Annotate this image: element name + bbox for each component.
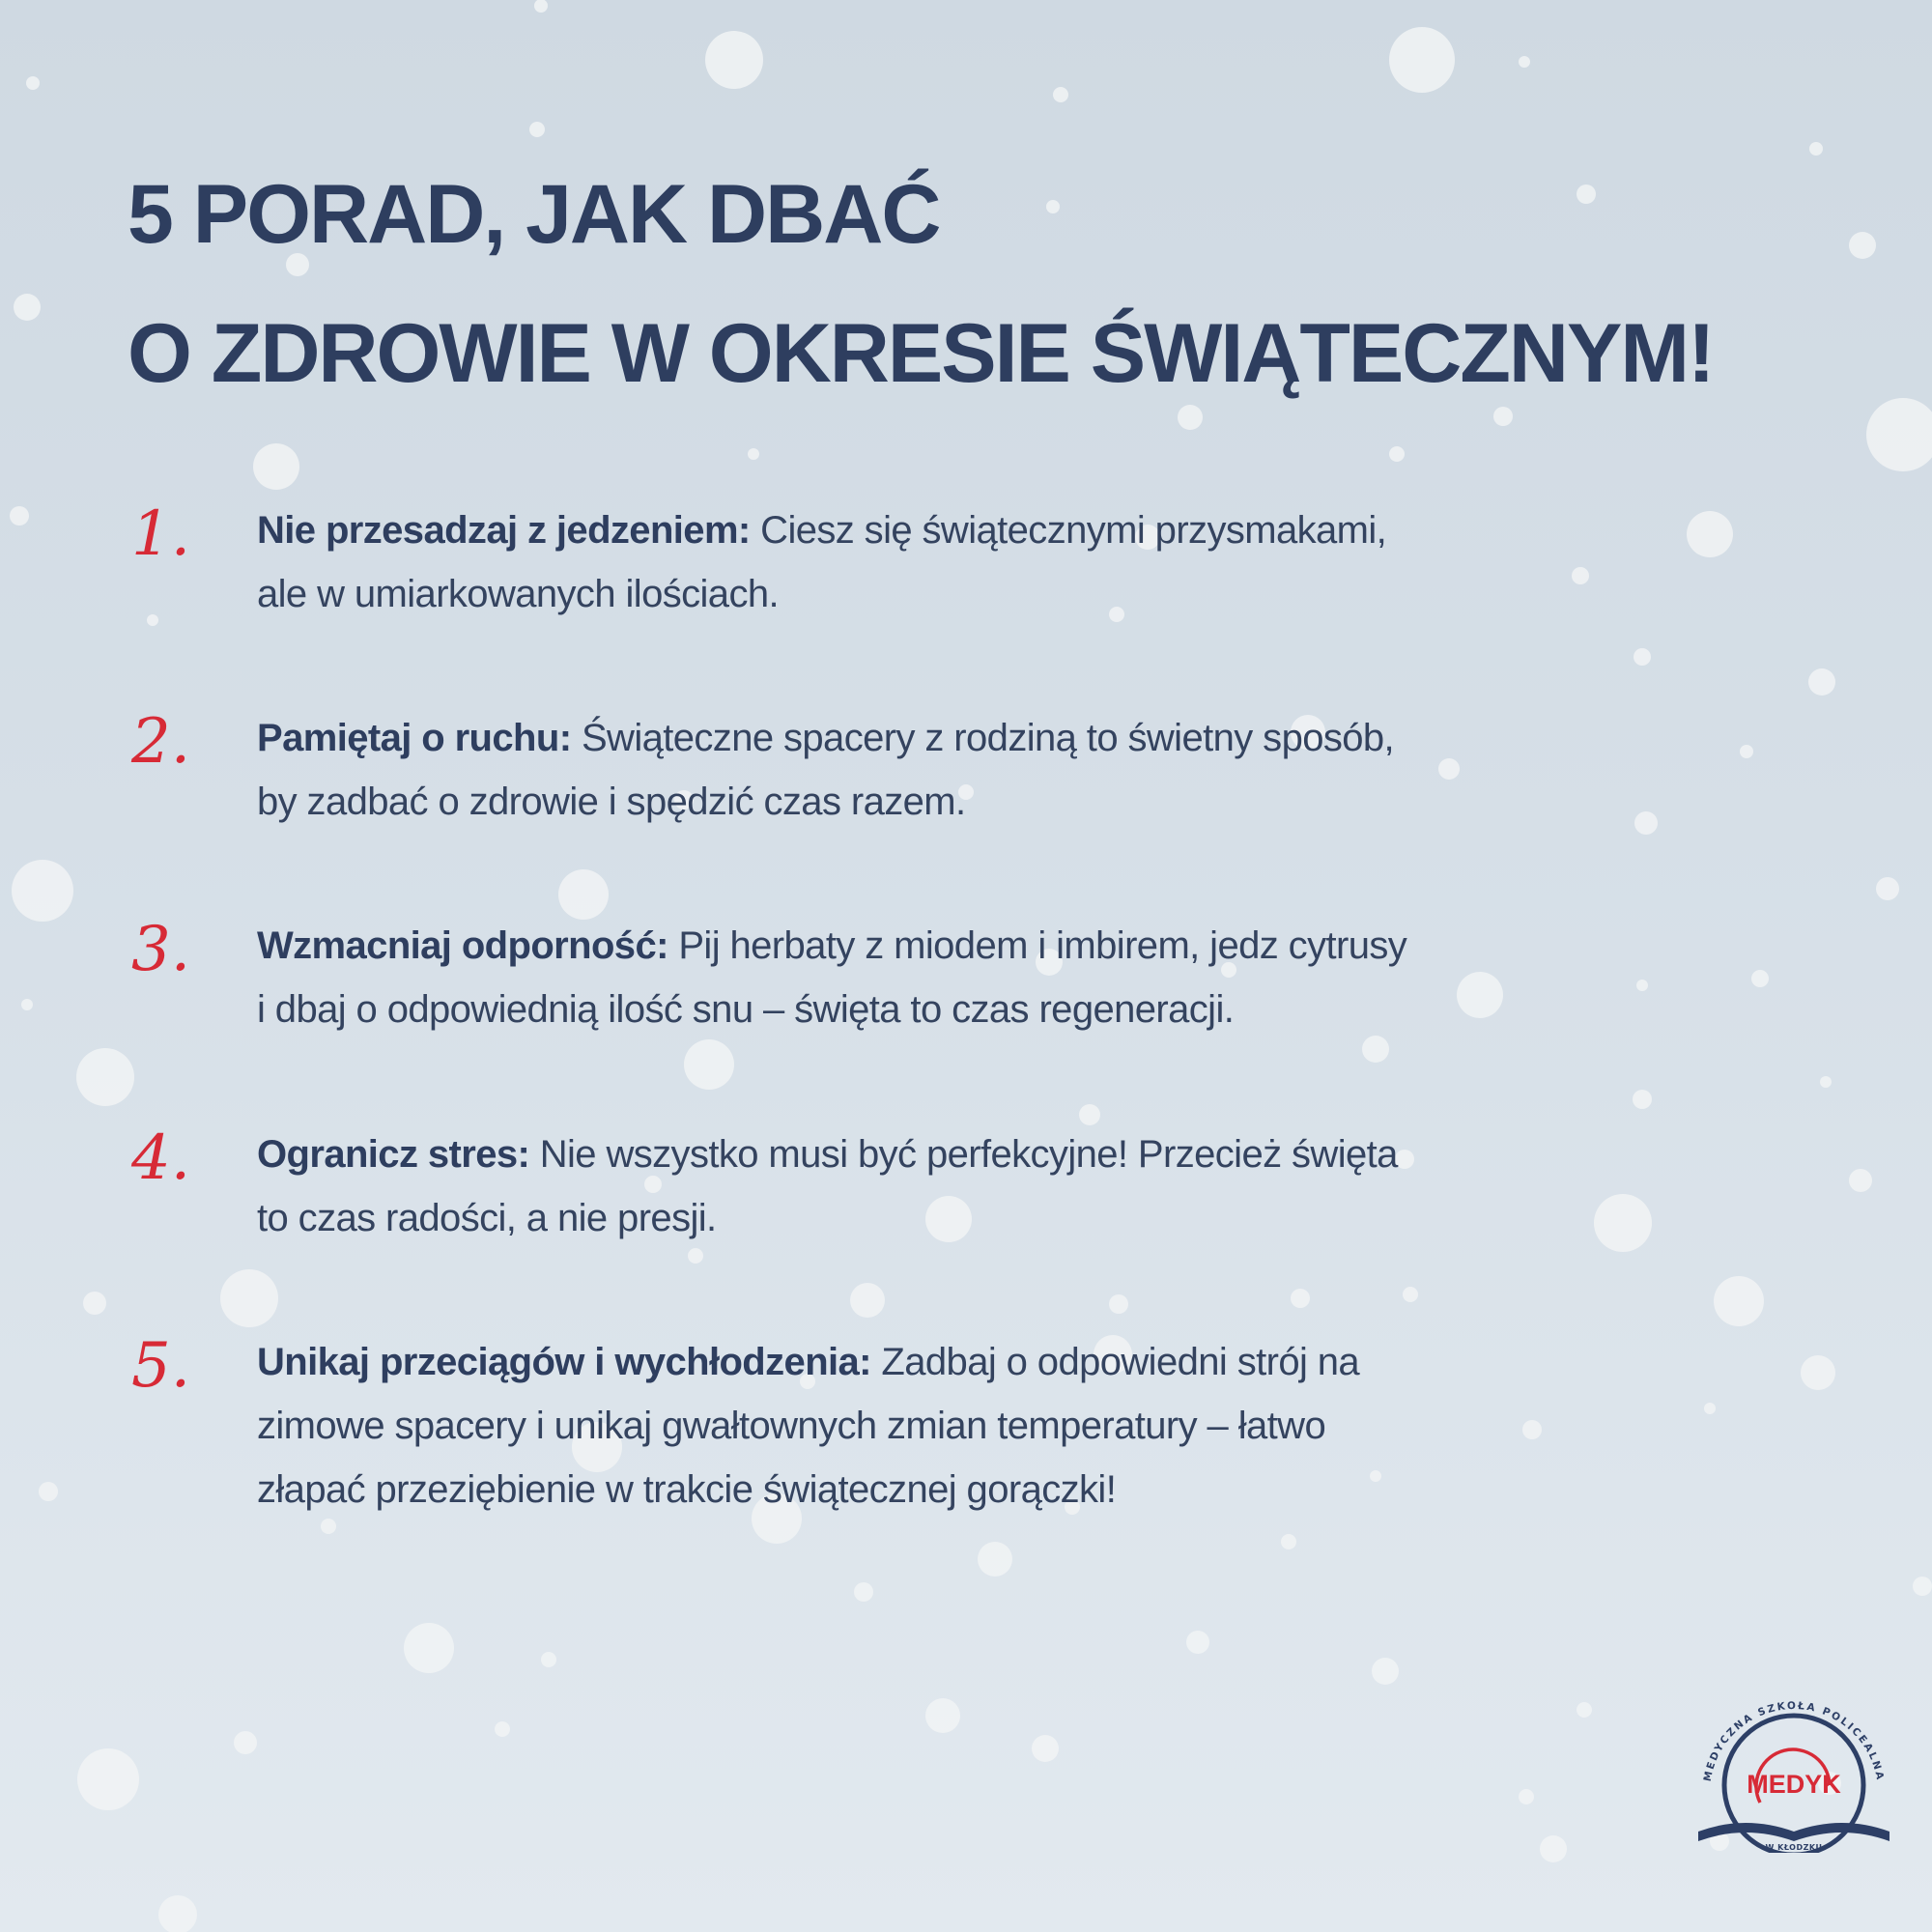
snowflake xyxy=(1403,1287,1418,1302)
tip-body-line-2: zimowe spacery i unikaj gwałtownych zmian temperatury – łatwo xyxy=(257,1405,1326,1447)
title-line-2: O ZDROWIE W OKRESIE ŚWIĄTECZNYM! xyxy=(128,307,1714,400)
logo-sub-text: W KŁODZKU xyxy=(1765,1843,1823,1852)
tip-body-line-2: i dbaj o odpowiednią ilość snu – święta to czas regeneracji. xyxy=(257,988,1235,1031)
snowflake xyxy=(1389,27,1455,93)
medyk-logo xyxy=(1692,1679,1895,1853)
snowflake xyxy=(26,76,40,90)
snowflake xyxy=(854,1582,873,1602)
snowflake xyxy=(688,1248,703,1264)
snowflake xyxy=(1704,1403,1716,1414)
snowflake xyxy=(684,1039,734,1090)
snowflake xyxy=(1109,1294,1128,1314)
snowflake xyxy=(1372,1658,1399,1685)
tip-heading: Unikaj przeciągów i wychłodzenia: xyxy=(257,1341,871,1383)
snowflake xyxy=(1281,1534,1296,1549)
snowflake xyxy=(541,1652,556,1667)
snowflake xyxy=(1866,398,1932,471)
snowflake xyxy=(21,999,33,1010)
snowflake xyxy=(1594,1194,1652,1252)
snowflake xyxy=(1808,668,1835,696)
tip-heading: Wzmacniaj odporność: xyxy=(257,924,668,967)
snowflake xyxy=(1849,232,1876,259)
tip-body-line-1: Zadbaj o odpowiedni strój na xyxy=(870,1341,1360,1383)
logo-arc-text: MEDYCZNA SZKOŁA POLICEALNA xyxy=(1701,1699,1887,1783)
snowflake xyxy=(1053,87,1068,102)
page-title xyxy=(128,145,1714,423)
snowflake xyxy=(1577,1702,1592,1718)
tip-body-line-1: Świąteczne spacery z rodziną to świetny sposób, xyxy=(571,717,1395,759)
snowflake xyxy=(1572,567,1589,584)
tip-body-line-2: to czas radości, a nie presji. xyxy=(257,1197,717,1239)
tip-number: 1. xyxy=(131,498,191,570)
tip-number: 3. xyxy=(131,914,191,985)
snowflake xyxy=(1849,1169,1872,1192)
snowflake xyxy=(1751,970,1769,987)
tip-number: 2. xyxy=(131,706,191,778)
snowflake xyxy=(850,1283,885,1318)
snowflake xyxy=(558,869,609,920)
snowflake xyxy=(1636,980,1648,991)
snowflake xyxy=(1714,1276,1764,1326)
tip-text xyxy=(257,1122,1571,1250)
tip-text xyxy=(257,498,1571,626)
tip-heading: Pamiętaj o ruchu: xyxy=(257,717,572,759)
snowflake xyxy=(705,31,763,89)
tip-body-line-1: Ciesz się świątecznymi przysmakami, xyxy=(750,509,1387,552)
snowflake xyxy=(220,1269,278,1327)
snowflake xyxy=(1519,56,1530,68)
snowflake xyxy=(12,860,73,922)
tip-text xyxy=(257,914,1571,1041)
snowflake xyxy=(1032,1735,1059,1762)
snowflake xyxy=(1633,1090,1652,1109)
snowflake xyxy=(1186,1631,1209,1654)
snowflake xyxy=(1740,745,1753,758)
snowflake xyxy=(39,1482,58,1501)
snowflake xyxy=(83,1292,106,1315)
tip-body-line-2: ale w umiarkowanych ilościach. xyxy=(257,573,780,615)
snowflake xyxy=(158,1895,197,1932)
snowflake xyxy=(1291,1289,1310,1308)
snowflake xyxy=(1687,511,1733,557)
snowflake xyxy=(14,294,41,321)
book-icon xyxy=(1698,1823,1889,1841)
snowflake xyxy=(1820,1076,1832,1088)
snowflake xyxy=(748,448,759,460)
snowflake xyxy=(253,443,299,490)
snowflake xyxy=(1389,446,1405,462)
snowflake xyxy=(1634,648,1651,666)
tip-number: 5. xyxy=(131,1330,191,1402)
snowflake xyxy=(1634,811,1658,835)
snowflake xyxy=(1809,142,1823,156)
snowflake xyxy=(10,506,29,526)
snowflake xyxy=(1913,1577,1932,1596)
tip-heading: Ogranicz stres: xyxy=(257,1133,530,1176)
snowflake xyxy=(534,0,548,13)
snowflake xyxy=(1540,1835,1567,1862)
tip-text xyxy=(257,706,1571,834)
logo-name: MEDYK xyxy=(1747,1770,1841,1799)
snowflake xyxy=(925,1698,960,1733)
tip-body-line-3: złapać przeziębienie w trakcie świątecznej gorączki! xyxy=(257,1468,1117,1511)
snowflake xyxy=(495,1721,510,1737)
tip-number: 4. xyxy=(131,1122,191,1194)
snowflake xyxy=(147,614,158,626)
snowflake xyxy=(234,1731,257,1754)
snowflake xyxy=(1801,1355,1835,1390)
snowflake xyxy=(529,122,545,137)
tip-body-line-1: Nie wszystko musi być perfekcyjne! Przecież święta xyxy=(529,1133,1398,1176)
tip-text xyxy=(257,1330,1571,1521)
snowflake xyxy=(1876,877,1899,900)
snowflake xyxy=(404,1623,454,1673)
snowflake xyxy=(1519,1789,1534,1804)
snowflake xyxy=(978,1542,1012,1577)
tip-body-line-1: Pij herbaty z miodem i imbirem, jedz cytrusy xyxy=(668,924,1407,967)
snowflake xyxy=(76,1048,134,1106)
tip-heading: Nie przesadzaj z jedzeniem: xyxy=(257,509,751,552)
title-line-1: 5 PORAD, JAK DBAĆ xyxy=(128,168,940,261)
snowflake xyxy=(77,1748,139,1810)
tip-body-line-2: by zadbać o zdrowie i spędzić czas razem. xyxy=(257,781,966,823)
